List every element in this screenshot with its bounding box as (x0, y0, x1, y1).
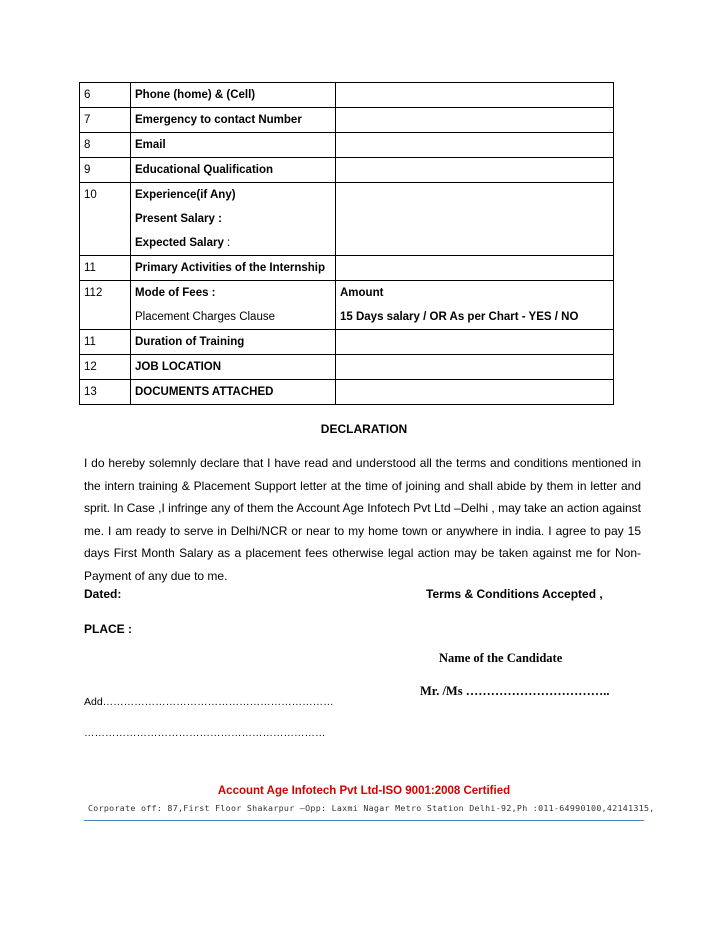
row-label: Phone (home) & (Cell) (131, 83, 336, 108)
table-row (80, 108, 614, 133)
place-label: PLACE : (84, 622, 132, 636)
row-label: Email (131, 133, 336, 158)
table-row (80, 133, 614, 158)
table-row (80, 256, 614, 281)
row-number: 9 (80, 158, 131, 183)
amount-label: Amount (340, 287, 384, 299)
row-label: Educational Qualification (131, 158, 336, 183)
row-number: 7 (80, 108, 131, 133)
placement-clause-value: 15 Days salary / OR As per Chart - YES / NO (340, 311, 579, 323)
table-row (80, 330, 614, 355)
table-row (80, 355, 614, 380)
row-value (336, 281, 614, 330)
row-number: 13 (80, 380, 131, 405)
row-number: 11 (80, 256, 131, 281)
declaration-text: I do hereby solemnly declare that I have read and understood all the terms and conditions mentioned in the intern training & Placement Support letter at the time of joining and shall abide by them in letter and sprit. In Case ,I infringe any of them the Account Age Infotech Pvt Ltd –Delhi , may take an action against me. I am ready to serve in Delhi/NCR or near to my home town or anywhere in india. I agree to pay 15 days First Month Salary as a placement fees otherwise legal action may be taken against me for Non-Payment of any due to me. (84, 456, 641, 583)
row-value (336, 355, 614, 380)
table-row (80, 83, 614, 108)
mode-of-fees-label: Mode of Fees : (135, 287, 216, 299)
placement-charges-label: Placement Charges Clause (135, 311, 275, 323)
mr-ms-signature-line: Mr. /Ms …………………………….. (420, 684, 610, 698)
row-value (336, 183, 614, 256)
row-number: 12 (80, 355, 131, 380)
table-row (80, 380, 614, 405)
declaration-title: DECLARATION (320, 422, 408, 436)
row-number: 10 (80, 183, 131, 256)
row-label: DOCUMENTS ATTACHED (131, 380, 336, 405)
row-label: JOB LOCATION (131, 355, 336, 380)
company-name: Account Age Infotech Pvt Ltd-ISO 9001:2008 Certified (217, 785, 511, 797)
corporate-address: Corporate off: 87,First Floor Shakarpur –Opp: Laxmi Nagar Metro Station Delhi-92,Ph :011-64990100,42141315, (88, 803, 655, 813)
expected-salary-label (135, 231, 335, 255)
row-value (336, 380, 614, 405)
row-value (336, 83, 614, 108)
row-value (336, 330, 614, 355)
row-label: Emergency to contact Number (131, 108, 336, 133)
row-value (336, 256, 614, 281)
table-row (80, 281, 614, 330)
row-label (131, 281, 336, 330)
row-label: Duration of Training (131, 330, 336, 355)
table-row (80, 158, 614, 183)
row-label: Primary Activities of the Internship (131, 256, 336, 281)
row-number: 11 (80, 330, 131, 355)
present-salary-label: Present Salary : (135, 213, 222, 225)
address-continuation-line: …………………………………………………………… (84, 727, 326, 739)
expected-salary-colon: : (223, 237, 231, 249)
row-number: 8 (80, 133, 131, 158)
row-label (131, 183, 336, 256)
row-value (336, 108, 614, 133)
row-number: 112 (80, 281, 131, 330)
terms-accepted-label: Terms & Conditions Accepted , (426, 587, 603, 601)
row-value (336, 158, 614, 183)
row-number: 6 (80, 83, 131, 108)
address-line: Add………………………………………………………… (84, 696, 334, 708)
table-row (80, 183, 614, 256)
expected-salary-text: Expected Salary (135, 237, 224, 249)
dated-label: Dated: (84, 587, 122, 601)
application-form-table (79, 82, 614, 405)
candidate-name-label: Name of the Candidate (439, 651, 563, 665)
row-value (336, 133, 614, 158)
footer-divider (84, 820, 644, 821)
experience-label: Experience(if Any) (135, 189, 236, 201)
